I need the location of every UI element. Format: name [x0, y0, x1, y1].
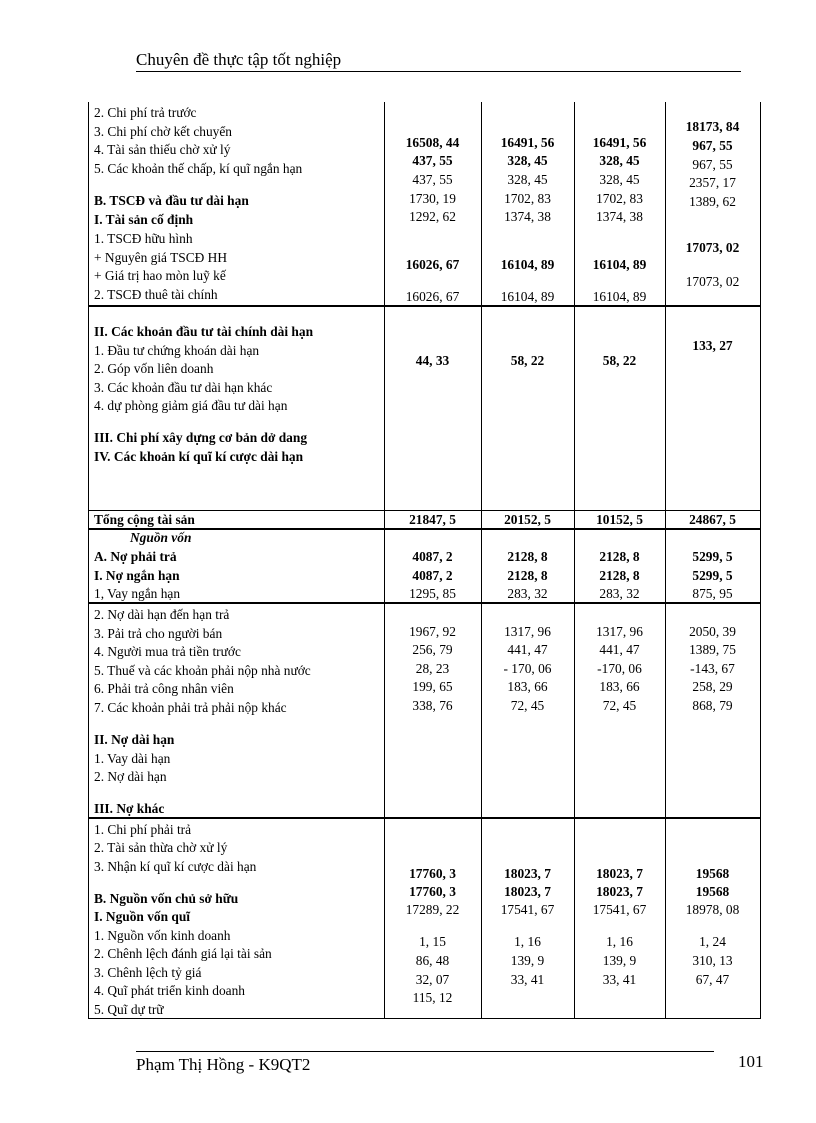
cell-value: -170, 06 — [597, 661, 642, 676]
row-label: 3. Chi phí chờ kết chuyển — [94, 124, 232, 139]
row-label: 3. Nhận kí quĩ kí cược dài hạn — [94, 859, 257, 874]
cell-value: 139, 9 — [602, 953, 637, 968]
cell-value: 32, 07 — [415, 972, 450, 987]
row-label: I. Nợ ngắn hạn — [94, 568, 180, 583]
cell-value: 19568 — [695, 866, 730, 881]
table-border-left — [88, 102, 89, 1019]
row-label: 2. Nợ dài hạn đến hạn trả — [94, 607, 230, 622]
row-label: 4. dự phòng giảm giá đầu tư dài hạn — [94, 398, 288, 413]
row-label: 6. Phải trả công nhân viên — [94, 681, 234, 696]
cell-value: 17541, 67 — [500, 902, 555, 917]
cell-value: 1295, 85 — [409, 586, 456, 601]
cell-value: 2128, 8 — [507, 549, 548, 564]
cell-value: 328, 45 — [507, 153, 548, 168]
cell-value: 967, 55 — [692, 157, 733, 172]
row-label: B. Nguồn vốn chủ sở hữu — [94, 891, 239, 906]
cell-value: 1374, 38 — [596, 209, 643, 224]
table-border-bottom — [88, 1018, 761, 1019]
cell-value: 1292, 62 — [409, 209, 456, 224]
cell-value: - 170, 06 — [503, 661, 552, 676]
total-value: 21847, 5 — [409, 512, 456, 527]
cell-value: 18023, 7 — [596, 884, 643, 899]
row-label: 1. Nguồn vốn kinh doanh — [94, 928, 231, 943]
cell-value: 33, 41 — [602, 972, 637, 987]
cell-value: 328, 45 — [507, 172, 548, 187]
row-label: I. Tài sản cố định — [94, 212, 194, 227]
row-divider — [88, 817, 761, 819]
cell-value: 44, 33 — [415, 353, 450, 368]
cell-value: 16104, 89 — [592, 289, 647, 304]
row-label: III. Chi phí xây dựng cơ bản dở dang — [94, 430, 308, 445]
cell-value: 183, 66 — [599, 679, 640, 694]
cell-value: 328, 45 — [599, 153, 640, 168]
cell-value: 183, 66 — [507, 679, 548, 694]
row-label: + Nguyên giá TSCĐ HH — [94, 250, 228, 265]
cell-value: 17541, 67 — [592, 902, 647, 917]
footer-author: Phạm Thị Hồng - K9QT2 — [136, 1055, 311, 1074]
cell-value: 67, 47 — [695, 972, 730, 987]
cell-value: 18023, 7 — [504, 866, 551, 881]
cell-value: 1, 16 — [606, 934, 633, 949]
cell-value: 17760, 3 — [409, 884, 456, 899]
cell-value: 1317, 96 — [596, 624, 643, 639]
row-label: 2. Chi phí trả trước — [94, 105, 197, 120]
row-label: 1. Đầu tư chứng khoán dài hạn — [94, 343, 260, 358]
cell-value: 868, 79 — [692, 698, 733, 713]
cell-value: 441, 47 — [507, 642, 548, 657]
row-label: II. Nợ dài hạn — [94, 732, 175, 747]
row-label: 1. Vay dài hạn — [94, 751, 171, 766]
cell-value: 115, 12 — [412, 990, 453, 1005]
cell-value: 133, 27 — [692, 338, 733, 353]
cell-value: 310, 13 — [692, 953, 733, 968]
row-label: 2. TSCĐ thuê tài chính — [94, 287, 218, 302]
cell-value: 4087, 2 — [412, 549, 453, 564]
cell-value: 58, 22 — [510, 353, 545, 368]
total-label: Tổng cộng tài sản — [94, 512, 195, 527]
cell-value: 1730, 19 — [409, 191, 456, 206]
cell-value: 1389, 75 — [689, 642, 736, 657]
cell-value: 16508, 44 — [405, 135, 460, 150]
cell-value: 258, 29 — [692, 679, 733, 694]
cell-value: 338, 76 — [412, 698, 453, 713]
row-label: I. Nguồn vốn quĩ — [94, 909, 191, 924]
cell-value: 1967, 92 — [409, 624, 456, 639]
row-label: 2. Tài sản thừa chờ xử lý — [94, 840, 228, 855]
cell-value: 72, 45 — [602, 698, 637, 713]
cell-value: 1, 16 — [514, 934, 541, 949]
cell-value: 2050, 39 — [689, 624, 736, 639]
cell-value: 283, 32 — [599, 586, 640, 601]
row-label: 2. Chênh lệch đánh giá lại tài sản — [94, 946, 272, 961]
header-rule — [136, 71, 741, 72]
row-label: 1. TSCĐ hữu hình — [94, 231, 193, 246]
row-label: 7. Các khoản phải trả phải nộp khác — [94, 700, 287, 715]
cell-value: 1374, 38 — [504, 209, 551, 224]
footer-rule — [136, 1051, 714, 1052]
cell-value: 139, 9 — [510, 953, 545, 968]
cell-value: 5299, 5 — [692, 549, 733, 564]
cell-value: 1, 24 — [699, 934, 726, 949]
cell-value: 441, 47 — [599, 642, 640, 657]
total-value: 10152, 5 — [596, 512, 643, 527]
row-label: 5. Thuế và các khoản phải nộp nhà nước — [94, 663, 311, 678]
total-value: 24867, 5 — [689, 512, 736, 527]
cell-value: 86, 48 — [415, 953, 450, 968]
cell-value: 18173, 84 — [685, 119, 740, 134]
cell-value: 199, 65 — [412, 679, 453, 694]
page-header-title: Chuyên đề thực tập tốt nghiệp — [136, 50, 342, 69]
cell-value: 16104, 89 — [592, 257, 647, 272]
row-label: II. Các khoản đầu tư tài chính dài hạn — [94, 324, 314, 339]
row-label: A. Nợ phải trả — [94, 549, 177, 564]
cell-value: 2357, 17 — [689, 175, 736, 190]
row-label: + Giá trị hao mòn luỹ kế — [94, 268, 226, 283]
cell-value: 18978, 08 — [685, 902, 740, 917]
cell-value: 256, 79 — [412, 642, 453, 657]
row-label: 5. Các khoản thế chấp, kí quĩ ngắn hạn — [94, 161, 303, 176]
cell-value: 1, 15 — [419, 934, 446, 949]
cell-value: 437, 55 — [412, 172, 453, 187]
row-label: B. TSCĐ và đầu tư dài hạn — [94, 193, 249, 208]
cell-value: 437, 55 — [412, 153, 453, 168]
row-label: 1. Chi phí phải trả — [94, 822, 192, 837]
row-label: 3. Chênh lệch tỷ giá — [94, 965, 202, 980]
cell-value: 33, 41 — [510, 972, 545, 987]
row-label: 5. Quĩ dự trữ — [94, 1002, 164, 1017]
cell-value: 2128, 8 — [599, 568, 640, 583]
cell-value: 18023, 7 — [504, 884, 551, 899]
cell-value: 18023, 7 — [596, 866, 643, 881]
row-label: 4. Người mua trả tiền trước — [94, 644, 241, 659]
row-label: 1, Vay ngắn hạn — [94, 586, 181, 601]
cell-value: 1702, 83 — [596, 191, 643, 206]
cell-value: 967, 55 — [692, 138, 733, 153]
cell-value: 72, 45 — [510, 698, 545, 713]
cell-value: 1389, 62 — [689, 194, 736, 209]
row-label: 3. Pải trả cho người bán — [94, 626, 223, 641]
cell-value: 17073, 02 — [685, 274, 740, 289]
row-label: 4. Tài sản thiếu chờ xử lý — [94, 142, 231, 157]
row-label: 3. Các khoản đầu tư dài hạn khác — [94, 380, 273, 395]
total-value: 20152, 5 — [504, 512, 551, 527]
cell-value: 16491, 56 — [500, 135, 555, 150]
cell-value: 875, 95 — [692, 586, 733, 601]
cell-value: 16104, 89 — [500, 289, 555, 304]
cell-value: 16104, 89 — [500, 257, 555, 272]
cell-value: 4087, 2 — [412, 568, 453, 583]
row-label: 2. Góp vốn liên doanh — [94, 361, 214, 376]
cell-value: 28, 23 — [415, 661, 450, 676]
page-number: 101 — [738, 1052, 764, 1071]
cell-value: 2128, 8 — [507, 568, 548, 583]
cell-value: -143, 67 — [690, 661, 735, 676]
cell-value: 58, 22 — [602, 353, 637, 368]
row-label: 2. Nợ dài hạn — [94, 769, 167, 784]
cell-value: 283, 32 — [507, 586, 548, 601]
cell-value: 16026, 67 — [405, 257, 460, 272]
cell-value: 17289, 22 — [405, 902, 460, 917]
cell-value: 17760, 3 — [409, 866, 456, 881]
section-heading: Nguồn vốn — [130, 530, 192, 545]
row-label: IV. Các khoản kí quĩ kí cược dài hạn — [94, 449, 304, 464]
table-border-right — [760, 102, 761, 1019]
cell-value: 328, 45 — [599, 172, 640, 187]
cell-value: 1317, 96 — [504, 624, 551, 639]
cell-value: 2128, 8 — [599, 549, 640, 564]
row-label: 4. Quĩ phát triển kinh doanh — [94, 983, 245, 998]
cell-value: 16491, 56 — [592, 135, 647, 150]
cell-value: 16026, 67 — [405, 289, 460, 304]
cell-value: 17073, 02 — [685, 240, 740, 255]
row-label: III. Nợ khác — [94, 801, 165, 816]
balance-sheet-table — [88, 102, 761, 1019]
cell-value: 1702, 83 — [504, 191, 551, 206]
cell-value: 19568 — [695, 884, 730, 899]
cell-value: 5299, 5 — [692, 568, 733, 583]
